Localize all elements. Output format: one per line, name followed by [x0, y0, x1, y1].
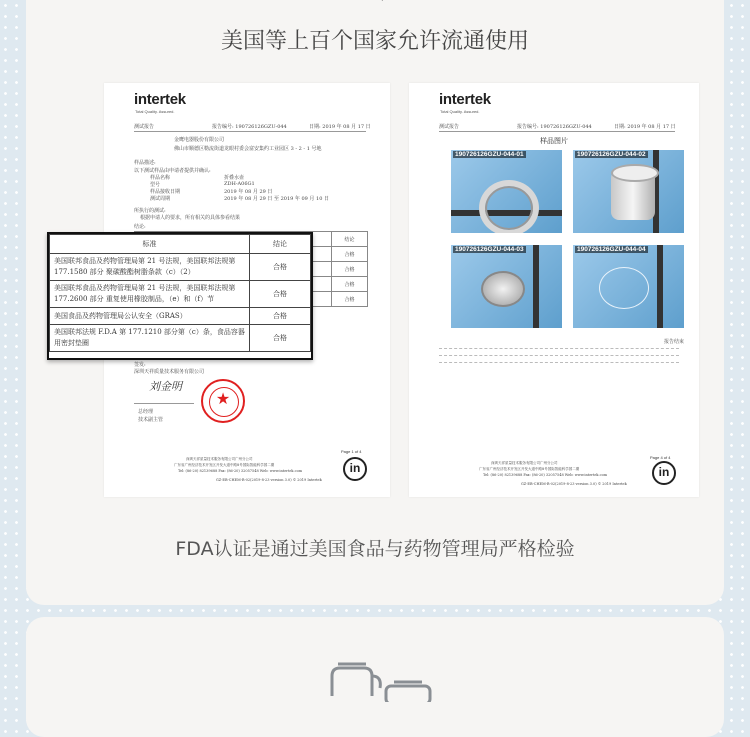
underlying-result: 合格	[332, 247, 368, 262]
sample-photos-title: 样品图片	[540, 137, 568, 145]
report-date: 日期: 2019 年 08 月 17 日	[309, 124, 371, 130]
sample-photo	[451, 150, 562, 233]
section-subtitle: 美国等上百个国家允许流通使用	[220, 29, 529, 54]
applicant-company: 金鹰电器股份有限公司	[174, 137, 225, 143]
sample-block-sub: 以下测试样品由申请者提供并确认:	[134, 168, 211, 174]
result-cell: 合格	[250, 254, 311, 281]
handwritten-signature: 刘金明	[149, 380, 182, 393]
intertek-logo: intertek	[134, 91, 186, 108]
conclusion-label: 结论:	[134, 224, 146, 230]
test-report-page-4	[409, 83, 699, 497]
footer-line: Tel: (86-20) 82139688 Fax: (86-20) 32057548 Web: www.intertek.com	[178, 469, 303, 473]
footer-line: GZ-EB-CHEM-R-02(2019-8-23 version 3.0) © 2019 Intertek	[521, 482, 627, 486]
zoomed-standards-table	[47, 232, 313, 360]
signing-organization: 深圳天祥质量技术服务有限公司	[134, 369, 205, 375]
photo-label: 190726126GZU-044-03	[455, 246, 524, 253]
notes-rule	[439, 355, 679, 356]
intertek-in-stamp: in	[652, 461, 676, 485]
footer-line: 深圳天祥质量技术服务有限公司广州分公司	[491, 461, 558, 465]
page-number: Page 1 of 4	[341, 449, 362, 454]
notes-rule	[439, 362, 679, 363]
logo-tagline: Total Quality. Assured.	[440, 109, 480, 114]
sample-name-value: 折叠水壶	[224, 175, 245, 181]
receive-date-value: 2019 年 08 月 29 日	[224, 189, 273, 195]
footer-line: Tel: (86-20) 82139688 Fax: (86-20) 32057548 Web: www.intertek.com	[483, 473, 608, 477]
kettle-outline-icon	[324, 662, 434, 702]
standard-cell: 美国联邦食品及药物管理局第 21 号法规，美国联邦法规第 177.1580 部分 聚碳酸酯树脂条款（c）（2）	[50, 254, 250, 281]
footer-line: 广东省广州经济技术开发区开发大道中路8号国际智能科学园二期	[479, 467, 580, 471]
photo-label: 190726126GZU-044-02	[577, 151, 646, 158]
result-cell: 合格	[250, 308, 311, 325]
page-number: Page 4 of 4	[650, 455, 671, 460]
photo-label: 190726126GZU-044-01	[455, 151, 524, 158]
test-period-label: 测试周期	[150, 196, 171, 202]
applicant-address: 佛山市顺德区勒流街道龙眼村委会富安集约工业园区 3 - 2 - 1 号地	[174, 146, 322, 152]
underlying-result: 合格	[332, 262, 368, 277]
signature-rule	[134, 403, 194, 404]
seal-star-icon: ★	[215, 389, 231, 408]
section-title	[26, 0, 724, 3]
result-cell: 合格	[250, 325, 311, 352]
sample-block-title: 样品描述:	[134, 160, 156, 166]
report-number: 报告编号: 190726126GZU-044	[212, 124, 287, 130]
standard-cell: 美国食品及药物管理局公认安全（GRAS）	[50, 308, 250, 325]
sample-photo	[573, 245, 684, 328]
test-report-label: 测试报告	[134, 124, 155, 130]
test-report-label: 测试报告	[439, 124, 460, 130]
requested-tests-sub: 根据申请人的要求，所有相关的具体参看结果	[140, 215, 241, 221]
result-column-header: 结论	[250, 235, 311, 254]
next-section-card	[26, 617, 724, 737]
sample-photo	[451, 245, 562, 328]
underlying-result: 合格	[332, 277, 368, 292]
notes-rule	[439, 348, 679, 349]
receive-date-label: 样品接收日期	[150, 189, 181, 195]
result-cell: 合格	[250, 281, 311, 308]
report-date: 日期: 2019 年 08 月 17 日	[614, 124, 676, 130]
footer-line: GZ-EB-CHEM-R-02(2019-8-23 version 3.0) © 2019 Intertek	[216, 478, 322, 482]
standard-cell: 美国联邦食品及药物管理局第 21 号法规，美国联邦法规第 177.2600 部分 重复使用橡胶制品，（e）和（f）节	[50, 281, 250, 308]
requested-tests-label: 所执行的测试:	[134, 208, 166, 214]
signer-name: 总经理	[138, 409, 154, 415]
logo-tagline: Total Quality. Assured.	[135, 109, 175, 114]
test-period-value: 2019 年 08 月 29 日 至 2019 年 09 月 10 日	[224, 196, 329, 202]
standard-column-header: 标准	[50, 235, 250, 254]
sample-photo	[573, 150, 684, 233]
underlying-result: 合格	[332, 292, 368, 307]
intertek-logo: intertek	[439, 91, 491, 108]
red-company-seal	[201, 379, 245, 423]
header-rule	[134, 131, 366, 132]
footer-line: 广东省广州经济技术开发区开发大道中路8号国际智能科学园二期	[174, 463, 275, 467]
end-of-report: 报告结束	[664, 339, 685, 345]
underlying-header: 结论	[332, 232, 368, 247]
sample-name-label: 样品名称	[150, 175, 171, 181]
intertek-in-stamp: in	[343, 457, 367, 481]
footer-line: 深圳天祥质量技术服务有限公司广州分公司	[186, 457, 253, 461]
model-label: 型号	[150, 182, 161, 188]
header-rule	[439, 131, 675, 132]
signer-role: 技术副主管	[138, 417, 164, 423]
model-value: ZDH-A06G1	[224, 181, 255, 187]
signing-label: 签发:	[134, 362, 146, 368]
report-number: 报告编号: 190726126GZU-044	[517, 124, 592, 130]
photo-label: 190726126GZU-044-04	[577, 246, 646, 253]
standard-cell: 美国联邦法规 F.D.A 第 177.1210 部分第（c）条，食品容器用密封垫圈	[50, 325, 250, 352]
section-caption: FDA认证是通过美国食品与药物管理局严格检验	[175, 538, 575, 560]
